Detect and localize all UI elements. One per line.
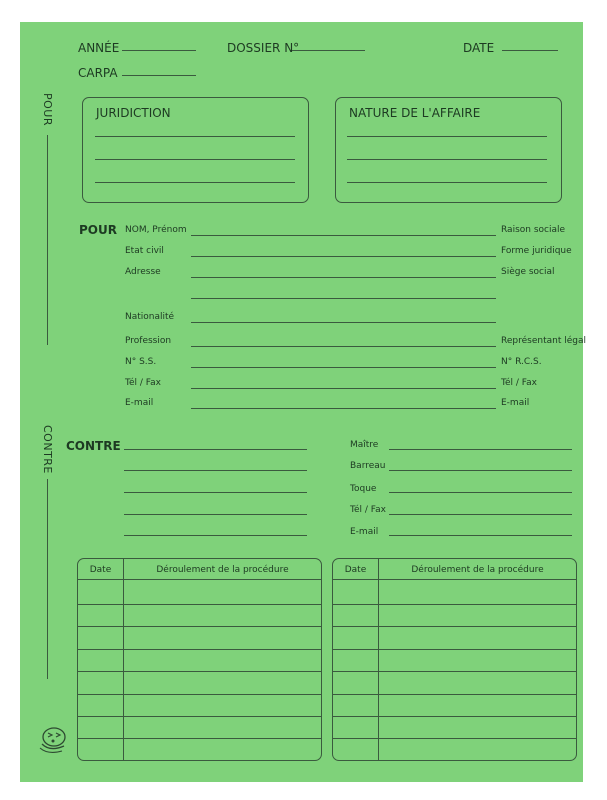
table-row	[333, 579, 576, 580]
pour-telfax-label: Tél / Fax	[125, 378, 161, 388]
pour-line-profession[interactable]	[191, 346, 496, 347]
pour-line-adresse[interactable]	[191, 277, 496, 278]
contre-title: CONTRE	[66, 439, 121, 453]
contre-barreau-label: Barreau	[350, 461, 386, 471]
table-row[interactable]	[333, 649, 576, 650]
procedure-table-right	[332, 558, 577, 761]
pour-adresse-label: Adresse	[125, 267, 161, 277]
side-contre-line	[47, 479, 48, 679]
contre-line-2[interactable]	[124, 470, 307, 471]
table-row[interactable]	[78, 671, 321, 672]
contre-telfax-label: Tél / Fax	[350, 505, 386, 515]
side-pour-line	[47, 135, 48, 345]
table-row[interactable]	[333, 716, 576, 717]
side-pour-label: POUR	[41, 93, 54, 126]
contre-line-email[interactable]	[389, 535, 572, 536]
table-row[interactable]	[333, 671, 576, 672]
table-right-procedure-header: Déroulement de la procédure	[411, 565, 544, 575]
pour-email-label: E-mail	[125, 398, 154, 408]
nature-line-1[interactable]	[347, 136, 547, 137]
table-row[interactable]	[78, 716, 321, 717]
contre-line-1[interactable]	[124, 449, 307, 450]
table-row[interactable]	[333, 738, 576, 739]
pour-line-telfax[interactable]	[191, 388, 496, 389]
pour-representant-label: Représentant légal	[501, 336, 586, 346]
dossier-field[interactable]	[292, 50, 365, 51]
pour-line-email[interactable]	[191, 408, 496, 409]
pour-nss-label: N° S.S.	[125, 357, 157, 367]
table-row[interactable]	[78, 694, 321, 695]
contre-line-5[interactable]	[124, 535, 307, 536]
procedure-table-left	[77, 558, 322, 761]
nature-line-2[interactable]	[347, 159, 547, 160]
carpa-label: CARPA	[78, 66, 118, 80]
table-left-date-header: Date	[89, 565, 112, 575]
pour-line-etatcivil[interactable]	[191, 256, 496, 257]
table-row	[78, 579, 321, 580]
nature-label: NATURE DE L'AFFAIRE	[349, 106, 481, 120]
pour-forme-label: Forme juridique	[501, 246, 572, 256]
table-left-col-divider	[123, 559, 124, 760]
pour-line-adresse-2[interactable]	[191, 298, 496, 299]
juridiction-label: JURIDICTION	[96, 106, 171, 120]
pour-line-nationalite[interactable]	[191, 322, 496, 323]
contre-line-barreau[interactable]	[389, 470, 572, 471]
pour-line-nom[interactable]	[191, 235, 496, 236]
table-row[interactable]	[333, 604, 576, 605]
dossier-label: DOSSIER N°	[227, 41, 300, 55]
table-row[interactable]	[333, 694, 576, 695]
table-row[interactable]	[78, 604, 321, 605]
pour-siege-label: Siège social	[501, 267, 555, 277]
pour-nationalite-label: Nationalité	[125, 312, 175, 322]
exacompta-logo-icon	[36, 722, 70, 756]
table-row[interactable]	[333, 626, 576, 627]
table-left-procedure-header: Déroulement de la procédure	[156, 565, 289, 575]
pour-title: POUR	[79, 223, 117, 237]
table-right-date-header: Date	[344, 565, 367, 575]
date-field[interactable]	[502, 50, 558, 51]
pour-line-nss[interactable]	[191, 367, 496, 368]
contre-line-4[interactable]	[124, 514, 307, 515]
pour-raison-label: Raison sociale	[501, 225, 566, 235]
pour-etatcivil-label: Etat civil	[125, 246, 164, 256]
annee-label: ANNÉE	[78, 41, 120, 55]
pour-nom-label: NOM, Prénom	[125, 225, 187, 235]
table-row[interactable]	[78, 738, 321, 739]
annee-field[interactable]	[122, 50, 196, 51]
juridiction-line-3[interactable]	[95, 182, 295, 183]
nature-line-3[interactable]	[347, 182, 547, 183]
pour-profession-label: Profession	[125, 336, 172, 346]
contre-line-3[interactable]	[124, 492, 307, 493]
carpa-field[interactable]	[122, 75, 196, 76]
juridiction-line-1[interactable]	[95, 136, 295, 137]
side-contre-label: CONTRE	[41, 425, 54, 474]
date-label: DATE	[463, 41, 495, 55]
contre-toque-label: Toque	[350, 484, 377, 494]
contre-maitre-label: Maître	[350, 440, 379, 450]
table-right-col-divider	[378, 559, 379, 760]
contre-line-telfax[interactable]	[389, 514, 572, 515]
juridiction-line-2[interactable]	[95, 159, 295, 160]
pour-email2-label: E-mail	[501, 398, 530, 408]
contre-email-label: E-mail	[350, 527, 379, 537]
pour-rcs-label: N° R.C.S.	[501, 357, 542, 367]
table-row[interactable]	[78, 649, 321, 650]
contre-line-maitre[interactable]	[389, 449, 572, 450]
pour-telfax2-label: Tél / Fax	[501, 378, 537, 388]
contre-line-toque[interactable]	[389, 492, 572, 493]
table-row[interactable]	[78, 626, 321, 627]
